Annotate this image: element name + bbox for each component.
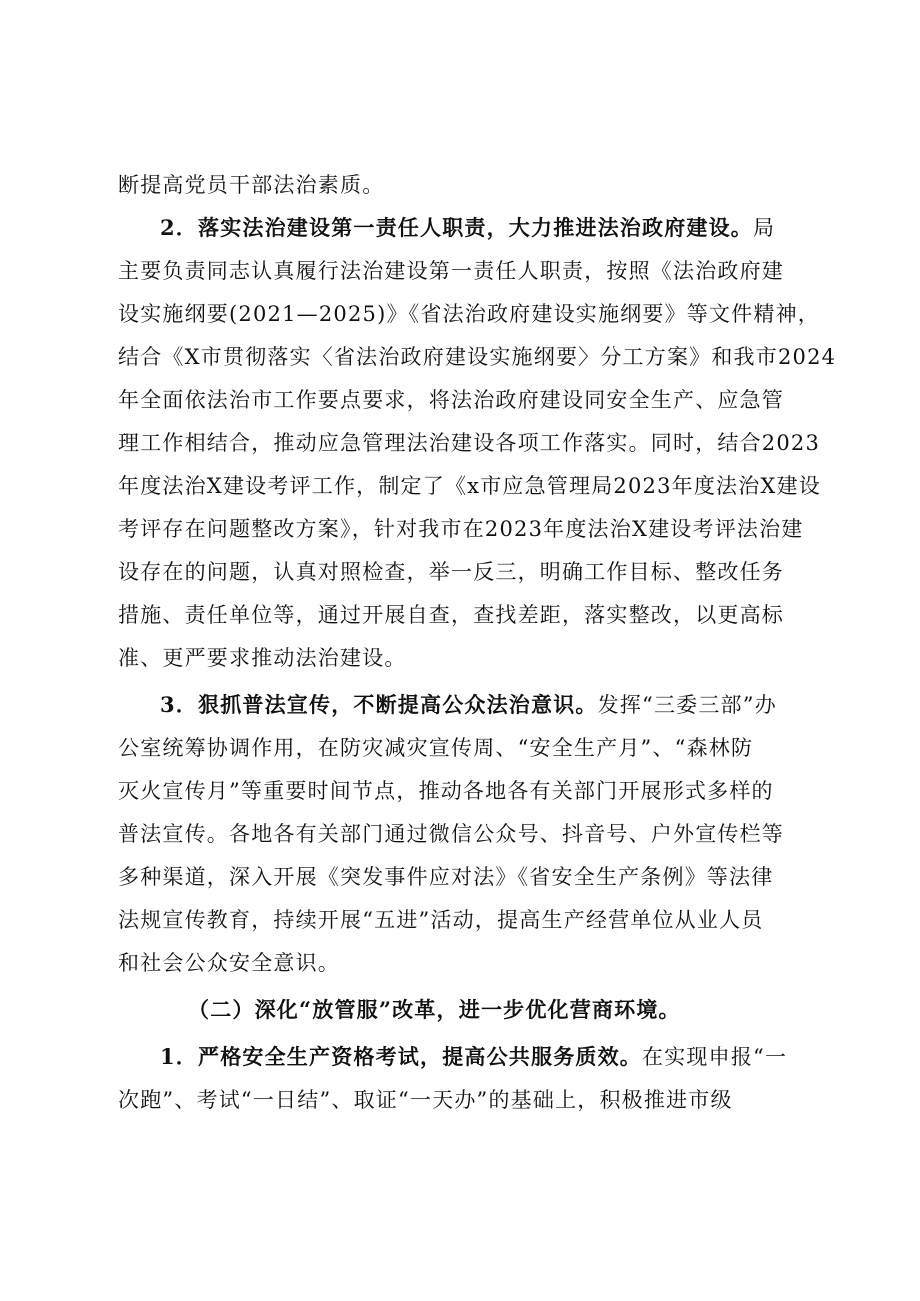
paragraph-line: 设实施纲要(2021—2025)》《省法治政府建设实施纲要》等文件精神，: [118, 302, 820, 326]
section-heading-line: [160, 1042, 820, 1072]
paragraph-line: 多种渠道，深入开展《突发事件应对法》《省安全生产条例》等法律: [118, 865, 774, 889]
paragraph-line: 年度法治X建设考评工作，制定了《x市应急管理局2023年度法治X建设: [118, 474, 821, 498]
paragraph-line: 措施、责任单位等，通过开展自查，查找差距，落实整改，以更高标: [118, 603, 784, 627]
section-heading: 1．严格安全生产资格考试，提高公共服务质效。: [160, 1044, 643, 1069]
subsection-heading: （二）深化“放管服”改革，进一步优化营商环境。: [188, 997, 681, 1022]
paragraph-line: 主要负责同志认真履行法治建设第一责任人职责，按照《法治政府建: [118, 259, 784, 283]
paragraph-line: 年全面依法治市工作要点要求，将法治政府建设同安全生产、应急管: [118, 388, 784, 412]
paragraph-line: 灭火宣传月”等重要时间节点，推动各地各有关部门开展形式多样的: [118, 779, 774, 803]
paragraph-line: 和社会公众安全意识。: [118, 951, 340, 975]
paragraph-text: 在实现申报“一: [642, 1045, 788, 1069]
section-heading: 2．落实法治建设第一责任人职责，大力推进法治政府建设。: [160, 215, 754, 240]
paragraph-line: 法规宣传教育，持续开展“五进”活动，提高生产经营单位从业人员: [118, 908, 764, 932]
paragraph-line: 断提高党员干部法治素质。: [118, 173, 385, 197]
section-heading: 3．狠抓普法宣传，不断提高公众法治意识。: [160, 692, 598, 717]
section-heading-line: [160, 213, 820, 243]
section-heading-line: [160, 690, 820, 720]
paragraph-line: 考评存在问题整改方案》，针对我市在2023年度法治X建设考评法治建: [118, 517, 804, 541]
paragraph-text: 局: [753, 216, 776, 240]
paragraph-line: 公室统筹协调作用，在防灾减灾宣传周、“安全生产月”、“森林防: [118, 736, 754, 760]
paragraph-line: 准、更严要求推动法治建设。: [118, 646, 407, 670]
paragraph-line: 普法宣传。各地各有关部门通过微信公众号、抖音号、户外宣传栏等: [118, 822, 784, 846]
paragraph-text: 发挥“三委三部”办: [597, 693, 777, 717]
paragraph-line: 结合《X市贯彻落实〈省法治政府建设实施纲要〉分工方案》和我市2024: [118, 345, 837, 369]
paragraph-line: 次跑”、考试“一日结”、取证“一天办”的基础上，积极推进市级: [118, 1088, 733, 1112]
paragraph-line: 理工作相结合，推动应急管理法治建设各项工作落实。同时，结合2023: [118, 431, 821, 455]
paragraph-line: 设存在的问题，认真对照检查，举一反三，明确工作目标、整改任务: [118, 560, 784, 584]
